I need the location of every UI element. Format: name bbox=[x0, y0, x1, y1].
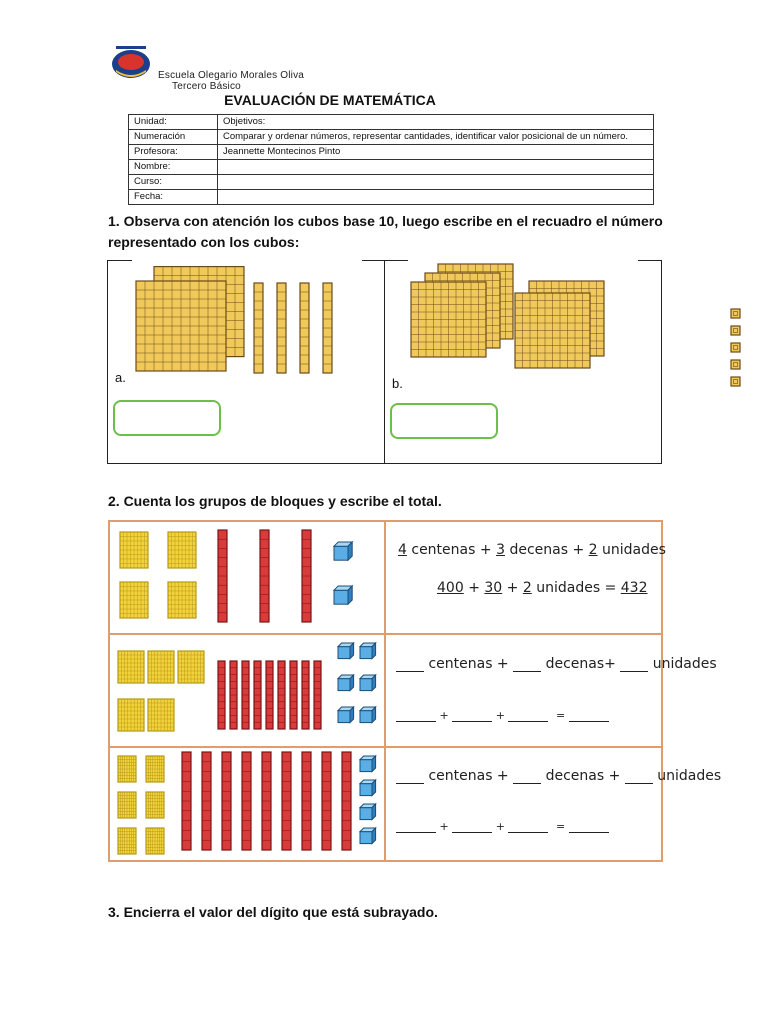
row1-unidades-digit: 2 bbox=[588, 542, 598, 558]
unit-cube bbox=[334, 542, 352, 560]
q1b-unit-cube bbox=[731, 377, 740, 386]
profesora-value: Jeannette Montecinos Pinto bbox=[218, 145, 654, 160]
row1-equation bbox=[437, 580, 648, 596]
row1-plus-2: + bbox=[572, 542, 585, 558]
label-a: a. bbox=[115, 370, 126, 385]
row3-centenas-blank[interactable] bbox=[396, 771, 424, 784]
ten-rod bbox=[302, 752, 311, 850]
ten-rod bbox=[322, 752, 331, 850]
ten-rod bbox=[290, 661, 297, 729]
question-2: 2. Cuenta los grupos de bloques y escribe el total. bbox=[108, 493, 442, 509]
hundred-flat bbox=[120, 582, 148, 618]
ten-rod bbox=[202, 752, 211, 850]
ten-rod bbox=[218, 530, 227, 622]
unit-cube bbox=[360, 756, 376, 772]
row3-eq-blank-2[interactable] bbox=[452, 820, 492, 833]
page-title: EVALUACIÓN DE MATEMÁTICA bbox=[224, 92, 436, 108]
row1-v3: 2 bbox=[522, 580, 532, 596]
q1b-hundred-flat bbox=[411, 282, 486, 357]
unit-cube bbox=[334, 586, 352, 604]
info-table bbox=[128, 114, 654, 205]
row1-v1: 400 bbox=[437, 580, 464, 596]
ten-rod bbox=[302, 530, 311, 622]
ten-rod bbox=[282, 752, 291, 850]
row1-decenas-digit: 3 bbox=[496, 542, 505, 558]
q2-row3-blocks bbox=[110, 748, 382, 858]
numeracion-value: Numeración bbox=[129, 130, 218, 145]
row2-eq-plus-1: + bbox=[439, 709, 449, 722]
q1b-unit-cube bbox=[731, 343, 740, 352]
answer-box-a[interactable] bbox=[113, 400, 221, 436]
objetivos-label: Objetivos: bbox=[218, 115, 654, 130]
row3-decenas-blank[interactable] bbox=[513, 771, 541, 784]
unit-cube bbox=[360, 675, 376, 691]
curso-label: Curso: bbox=[129, 175, 218, 190]
ten-rod bbox=[314, 661, 321, 729]
row3-eq-blank-1[interactable] bbox=[396, 820, 436, 833]
row2-equation bbox=[396, 709, 609, 722]
q2-row2-blocks bbox=[110, 635, 382, 745]
row3-equation bbox=[396, 820, 609, 833]
row1-v2: 30 bbox=[484, 580, 503, 596]
row1-total: 432 bbox=[620, 580, 648, 596]
answer-box-b[interactable] bbox=[390, 403, 498, 439]
row2-expression bbox=[396, 656, 717, 672]
objetivo-text: Comparar y ordenar números, representar cantidades, identificar valor posicional de un número. bbox=[218, 130, 654, 145]
ten-rod bbox=[266, 661, 273, 729]
hundred-flat bbox=[148, 651, 174, 683]
ten-rod bbox=[254, 661, 261, 729]
row1-plus-1: + bbox=[479, 542, 492, 558]
hundred-flat bbox=[146, 828, 164, 854]
unit-cube bbox=[338, 675, 354, 691]
unit-cube bbox=[360, 804, 376, 820]
q2-column-divider bbox=[384, 522, 386, 860]
row2-centenas-word: centenas + bbox=[428, 656, 509, 672]
q1a-ten-rod bbox=[277, 283, 286, 373]
row2-equals: = bbox=[555, 709, 566, 722]
label-b: b. bbox=[392, 376, 403, 391]
school-name-line: Escuela Olegario Morales Oliva bbox=[158, 70, 305, 81]
row3-eq-plus-1: + bbox=[439, 820, 449, 833]
unit-cube bbox=[360, 828, 376, 844]
q1a-ten-rod bbox=[300, 283, 309, 373]
grade-line: Tercero Básico bbox=[172, 81, 241, 92]
row2-unidades-blank[interactable] bbox=[620, 659, 648, 672]
row3-centenas-word: centenas + bbox=[428, 768, 509, 784]
ten-rod bbox=[260, 530, 269, 622]
row3-unidades-blank[interactable] bbox=[625, 771, 653, 784]
unit-cube bbox=[338, 707, 354, 723]
hundred-flat bbox=[146, 792, 164, 818]
ten-rod bbox=[242, 661, 249, 729]
ten-rod bbox=[182, 752, 191, 850]
q1b-hundred-flat bbox=[515, 293, 590, 368]
row3-decenas-word: decenas + bbox=[545, 768, 621, 784]
ten-rod bbox=[302, 661, 309, 729]
unidad-label: Unidad: bbox=[129, 115, 218, 130]
curso-field[interactable] bbox=[218, 175, 654, 190]
hundred-flat bbox=[120, 532, 148, 568]
q1-blocks-box bbox=[107, 260, 662, 464]
ten-rod bbox=[342, 752, 351, 850]
q1b-unit-cube bbox=[731, 309, 740, 318]
ten-rod bbox=[242, 752, 251, 850]
row2-centenas-blank[interactable] bbox=[396, 659, 424, 672]
hundred-flat bbox=[118, 699, 144, 731]
row3-eq-blank-3[interactable] bbox=[508, 820, 548, 833]
row3-equals: = bbox=[555, 820, 566, 833]
school-logo bbox=[110, 46, 152, 80]
hundred-flat bbox=[168, 532, 196, 568]
row3-unidades-word: unidades bbox=[657, 768, 722, 784]
hundred-flat bbox=[178, 651, 204, 683]
hundred-flat bbox=[146, 756, 164, 782]
hundred-flat bbox=[148, 699, 174, 731]
row1-expression bbox=[398, 542, 666, 558]
school-name bbox=[158, 70, 304, 92]
question-3: 3. Encierra el valor del dígito que está subrayado. bbox=[108, 904, 438, 920]
row3-expression bbox=[396, 768, 721, 784]
ten-rod bbox=[222, 752, 231, 850]
row2-eq-blank-3[interactable] bbox=[508, 709, 548, 722]
hundred-flat bbox=[118, 651, 144, 683]
question-1: 1. Observa con atención los cubos base 10, luego escribe en el recuadro el número representado con los cubos: bbox=[108, 213, 663, 250]
row2-total-blank[interactable] bbox=[569, 709, 609, 722]
row2-decenas-word: decenas+ bbox=[545, 656, 616, 672]
row2-eq-blank-1[interactable] bbox=[396, 709, 436, 722]
row1-eq-plus-2: + bbox=[506, 580, 519, 596]
row1-unidades-word: unidades bbox=[602, 542, 666, 558]
q2-row1-blocks bbox=[110, 522, 382, 632]
nombre-field[interactable] bbox=[218, 160, 654, 175]
hundred-flat bbox=[168, 582, 196, 618]
hundred-flat bbox=[118, 792, 136, 818]
row1-eq-plus-1: + bbox=[468, 580, 480, 596]
row1-eq-unidades: unidades bbox=[536, 580, 601, 596]
fecha-field[interactable] bbox=[218, 190, 654, 205]
ten-rod bbox=[230, 661, 237, 729]
nombre-label: Nombre: bbox=[129, 160, 218, 175]
ten-rod bbox=[218, 661, 225, 729]
unit-cube bbox=[360, 643, 376, 659]
unit-cube bbox=[338, 643, 354, 659]
row1-decenas-word: decenas bbox=[509, 542, 568, 558]
ten-rod bbox=[262, 752, 271, 850]
profesora-label: Profesora: bbox=[129, 145, 218, 160]
row1-centenas-word: centenas bbox=[411, 542, 476, 558]
ten-rod bbox=[278, 661, 285, 729]
row2-decenas-blank[interactable] bbox=[513, 659, 541, 672]
row1-centenas-digit: 4 bbox=[398, 542, 407, 558]
row2-unidades-word: unidades bbox=[652, 656, 717, 672]
q2-table bbox=[108, 520, 722, 862]
hundred-flat bbox=[118, 828, 136, 854]
unit-cube bbox=[360, 707, 376, 723]
q1a-ten-rod bbox=[254, 283, 263, 373]
row2-eq-blank-2[interactable] bbox=[452, 709, 492, 722]
q1a-ten-rod bbox=[323, 283, 332, 373]
fecha-label: Fecha: bbox=[129, 190, 218, 205]
row3-total-blank[interactable] bbox=[569, 820, 609, 833]
unit-cube bbox=[360, 780, 376, 796]
row1-equals: = bbox=[604, 580, 617, 596]
q1b-unit-cube bbox=[731, 360, 740, 369]
row2-eq-plus-2: + bbox=[495, 709, 505, 722]
hundred-flat bbox=[118, 756, 136, 782]
q1a-hundred-flat bbox=[136, 281, 226, 371]
q1b-unit-cube bbox=[731, 326, 740, 335]
row3-eq-plus-2: + bbox=[495, 820, 505, 833]
